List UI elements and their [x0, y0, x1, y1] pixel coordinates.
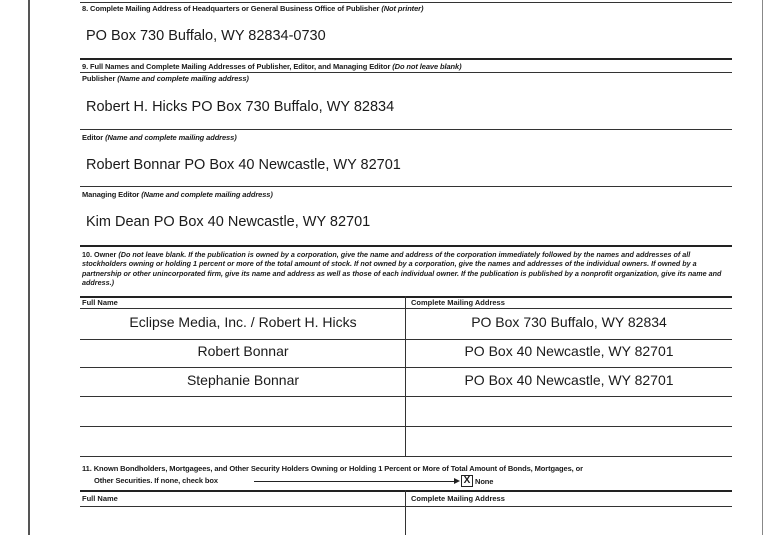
none-label: None — [475, 477, 494, 486]
item9-label-text: 9. Full Names and Complete Mailing Addresses of Publisher, Editor, and Managing Editor — [82, 62, 391, 71]
editor-note: (Name and complete mailing address) — [105, 133, 237, 142]
rule — [80, 308, 732, 309]
rule — [80, 296, 732, 298]
owner-name: Robert Bonnar — [197, 343, 289, 359]
rule — [80, 58, 732, 60]
owner-name: Stephanie Bonnar — [186, 372, 300, 388]
rule — [80, 506, 732, 507]
managing-editor-label-text: Managing Editor — [82, 190, 140, 199]
publisher-label-text: Publisher — [82, 74, 116, 83]
ownership-statement-form — [80, 0, 732, 535]
owner-address: PO Box 40 Newcastle, WY 82701 — [464, 372, 674, 388]
publisher-note: (Name and complete mailing address) — [117, 74, 249, 83]
item8-note: (Not printer) — [381, 4, 424, 13]
item10-note: (Do not leave blank. If the publication is owned by a corporation, give the name and address of the corporation immediately followed by the names and addresses of all stockholders owning or holding 1 percent or more of the total amount of stock. If not owned by a corporation, give the names and addresses of the individual owners. If owned by a partnership or other unincorporated firm, give its name and address as well as those of each individual owner. If the publication is published by a nonprofit organization, give its name and address.) — [82, 250, 722, 287]
rule — [80, 72, 732, 73]
rule — [80, 490, 732, 492]
headquarters-address: PO Box 730 Buffalo, WY 82834-0730 — [86, 28, 326, 44]
item11-label-line1: 11. Known Bondholders, Mortgagees, and Other Security Holders Owning or Holding 1 Percent or More of Total Amount of Bonds, Mortgages, or — [82, 464, 583, 473]
managing-editor-value: Kim Dean PO Box 40 Newcastle, WY 82701 — [86, 214, 371, 230]
rule — [80, 426, 732, 427]
item9-note: (Do not leave blank) — [392, 62, 462, 71]
page-left-edge — [28, 0, 30, 535]
publisher-label — [82, 74, 249, 83]
owner-name: Eclipse Media, Inc. / Robert H. Hicks — [129, 314, 357, 330]
arrow-right-icon — [454, 478, 460, 484]
arrow-line — [254, 481, 454, 482]
publisher-value: Robert H. Hicks PO Box 730 Buffalo, WY 82834 — [86, 99, 395, 115]
managing-editor-note: (Name and complete mailing address) — [141, 190, 273, 199]
rule — [80, 367, 732, 368]
none-checkbox[interactable]: X — [461, 475, 473, 487]
owner-address: PO Box 40 Newcastle, WY 82701 — [464, 343, 674, 359]
holder-col-name-header: Full Name — [82, 494, 118, 503]
editor-label — [82, 133, 237, 142]
rule — [80, 245, 732, 247]
rule — [80, 2, 732, 3]
rule — [80, 129, 732, 130]
item8-label-text: 8. Complete Mailing Address of Headquarters or General Business Office of Publisher — [82, 4, 380, 13]
item8-label — [82, 4, 423, 13]
page-right-edge — [762, 0, 763, 535]
editor-label-text: Editor — [82, 133, 104, 142]
item11-label-line2: Other Securities. If none, check box — [94, 476, 218, 485]
rule — [80, 396, 732, 397]
holder-column-divider — [405, 490, 406, 535]
rule — [80, 186, 732, 187]
owner-col-name-header: Full Name — [82, 298, 118, 307]
editor-value: Robert Bonnar PO Box 40 Newcastle, WY 82701 — [86, 157, 401, 173]
holder-col-address-header: Complete Mailing Address — [411, 494, 505, 503]
managing-editor-label — [82, 190, 273, 199]
item10-label: 10. Owner — [82, 250, 117, 259]
item10-instructions — [82, 250, 730, 287]
rule — [80, 456, 732, 457]
item9-label — [82, 62, 462, 71]
rule — [80, 339, 732, 340]
owner-address: PO Box 730 Buffalo, WY 82834 — [471, 314, 667, 330]
owner-col-address-header: Complete Mailing Address — [411, 298, 505, 307]
